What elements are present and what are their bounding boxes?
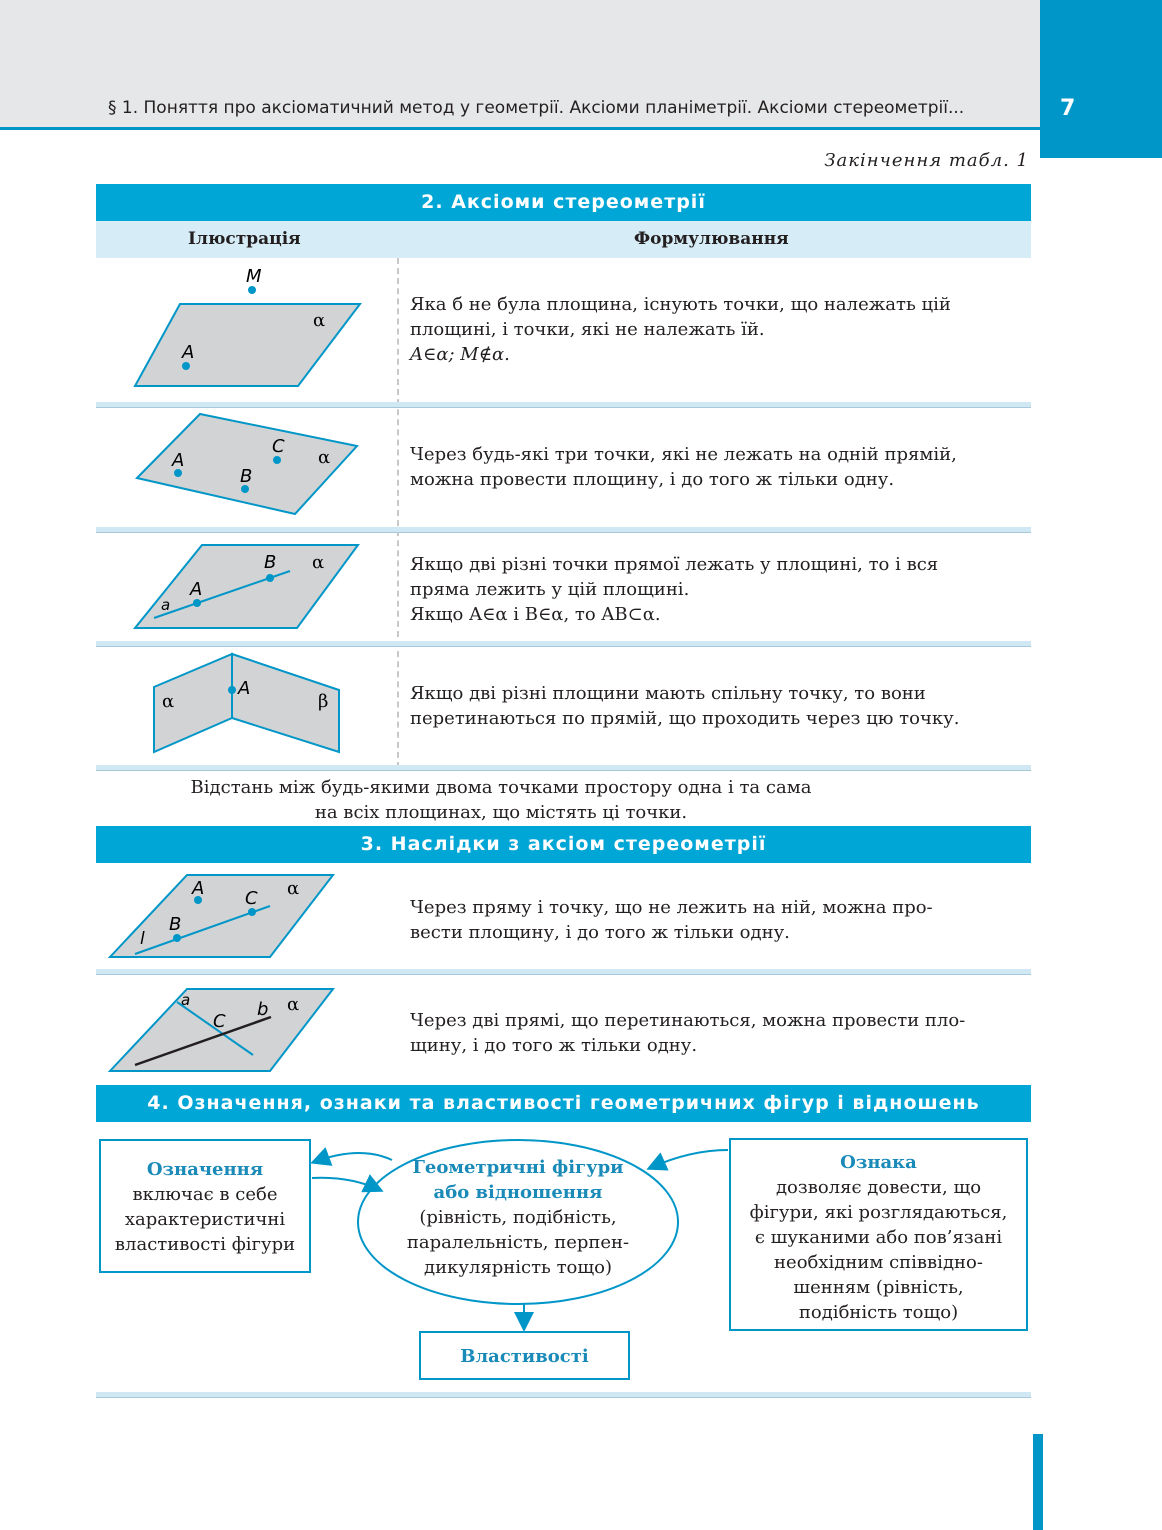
axiom-3-text: Якщо дві різні точки прямої лежать у площині, то і вся пряма лежить у цій площині. Якщо A∈α і B∈α, то AB⊂α. [410,554,939,625]
criterion-box: Ознака дозволяє довести, що фігури, які розглядаються, є шуканими або пов’язані необхідним співвідно- шенням (рівність, подібність тощо) [729,1138,1028,1331]
figures-relations-ellipse: Геометричні фігури або відношення (рівність, подібність, паралельність, перпен- дикулярність тощо) [406,1157,630,1278]
label-C: C [245,888,258,909]
label-alpha: α [318,447,331,468]
corollary-1-text: Через пряму і точку, що не лежить на ній, можна про- вести площину, і до того ж тільки одну. [410,897,933,943]
corollary-2-text: Через дві прямі, що перетинаються, можна провести пло- щину, і до того ж тільки одну. [410,1010,966,1056]
definition-box: Означення включає в себе характеристичні властивості фігури [99,1139,311,1273]
section-2-title: 2. Аксіоми стереометрії [96,184,1031,221]
label-A: A [182,342,195,363]
section-3-title: 3. Наслідки з аксіом стереометрії [96,826,1031,863]
label-b: b [257,999,269,1020]
label-A: A [172,450,185,471]
label-A: A [238,678,251,699]
axiom-1-text: Яка б не була площина, існують точки, що належать цій площині, і точки, які не належать їй. A∈α; M∉α. [410,294,951,365]
label-C: C [213,1011,226,1032]
label-a: a [181,991,191,1009]
label-alpha: α [287,878,300,899]
label-alpha: α [313,310,326,331]
column-header-formulation: Формулювання [634,229,789,249]
table-continuation-note: Закінчення табл. 1 [824,150,1029,171]
axiom-4-text: Якщо дві різні площини мають спільну точку, то вони перетинаються по прямій, що проходить через цю точку. [410,683,960,729]
section-4-title: 4. Означення, ознаки та властивості геометричних фігур і відношень [96,1085,1031,1122]
page-edge-marker [1033,1434,1043,1530]
label-alpha: α [162,691,175,712]
bottom-separator [96,1392,1031,1398]
label-a: a [161,596,171,614]
label-B: B [264,552,277,573]
label-B: B [240,466,253,487]
label-alpha: α [312,552,325,573]
running-header: § 1. Поняття про аксіоматичний метод у геометрії. Аксіоми планіметрії. Аксіоми стереометрії... [108,98,965,118]
label-alpha: α [287,994,300,1015]
page-number: 7 [1060,96,1076,121]
label-l: l [140,929,145,949]
properties-box: Властивості [419,1331,630,1380]
label-A: A [190,579,203,600]
label-M: M [246,266,262,287]
label-C: C [272,436,285,457]
axiom-5-text: Відстань між будь-якими двома точками простору одна і та сама на всіх площинах, що містять ці точки. [190,777,812,823]
label-B: B [169,914,182,935]
axiom-2-text: Через будь-які три точки, які не лежать на одній прямій, можна провести площину, і до того ж тільки одну. [410,444,957,490]
label-beta: β [318,691,329,712]
label-A: A [192,878,205,899]
column-header-illustration: Ілюстрація [188,229,301,249]
